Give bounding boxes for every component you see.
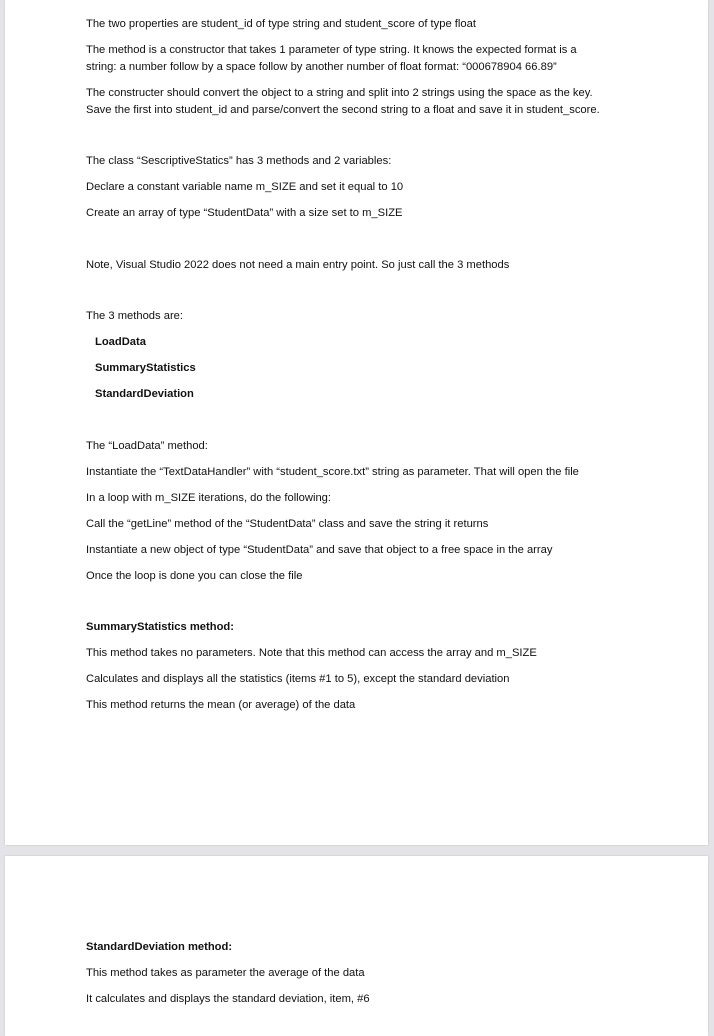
loaddata-step: Once the loop is done you can close the file xyxy=(86,570,303,582)
create-array-text: Create an array of type “StudentData” with a size set to m_SIZE xyxy=(86,207,403,219)
loaddata-step: Instantiate a new object of type “StudentData” and save that object to a free space in the array xyxy=(86,544,553,556)
constructor-text-line-1: The method is a constructor that takes 1 parameter of type string. It knows the expected format is a xyxy=(86,44,577,56)
standarddeviation-line: This method takes as parameter the average of the data xyxy=(86,967,365,979)
class-description: The class “SescriptiveStatics” has 3 methods and 2 variables: xyxy=(86,155,392,167)
loaddata-step: In a loop with m_SIZE iterations, do the following: xyxy=(86,492,332,504)
method-name-summarystatistics: SummaryStatistics xyxy=(95,362,196,374)
summarystatistics-line: Calculates and displays all the statistics (items #1 to 5), except the standard deviation xyxy=(86,673,510,685)
note-text: Note, Visual Studio 2022 does not need a main entry point. So just call the 3 methods xyxy=(86,259,510,271)
constructor-text-line-2: string: a number follow by a space follow by another number of float format: “000678904 66.89” xyxy=(86,61,557,73)
standarddeviation-title: StandardDeviation method: xyxy=(86,941,233,953)
convert-text-line-1: The constructer should convert the object to a string and split into 2 strings using the space as the key. xyxy=(86,87,593,99)
method-name-loaddata: LoadData xyxy=(95,336,146,348)
loaddata-step: Call the “getLine” method of the “StudentData” class and save the string it returns xyxy=(86,518,489,530)
document-page-1 xyxy=(5,0,708,845)
declare-constant-text: Declare a constant variable name m_SIZE and set it equal to 10 xyxy=(86,181,404,193)
loaddata-title: The “LoadData” method: xyxy=(86,440,208,452)
convert-text-line-2: Save the first into student_id and parse/convert the second string to a float and save it in student_score. xyxy=(86,104,600,116)
summarystatistics-line: This method takes no parameters. Note that this method can access the array and m_SIZE xyxy=(86,647,537,659)
document-page-2 xyxy=(5,856,708,1036)
methods-intro: The 3 methods are: xyxy=(86,310,184,322)
loaddata-step: Instantiate the “TextDataHandler” with “student_score.txt” string as parameter. That will open the file xyxy=(86,466,579,478)
properties-text: The two properties are student_id of type string and student_score of type float xyxy=(86,18,476,30)
summarystatistics-title: SummaryStatistics method: xyxy=(86,621,234,633)
summarystatistics-line: This method returns the mean (or average) of the data xyxy=(86,699,356,711)
standarddeviation-line: It calculates and displays the standard deviation, item, #6 xyxy=(86,993,370,1005)
method-name-standarddeviation: StandardDeviation xyxy=(95,388,194,400)
